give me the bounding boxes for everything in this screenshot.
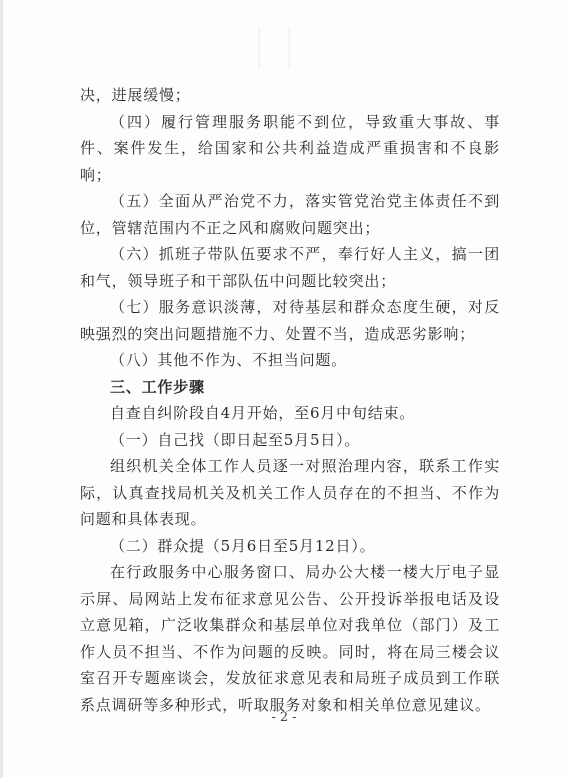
section-heading-work-steps: 三、工作步骤 [110, 377, 205, 396]
paragraph-step-1-title: （一）自己找（即日起至5月5日）。 [110, 430, 361, 449]
paragraph-step-2-body: 在行政服务中心服务窗口、局办公大楼一楼大厅电子显示屏、局网站上发布征求意见公告、公开投诉举报电话及设立意见箱，广泛收集群众和基层单位对我单位（部门）及工作人员不担当、不作为问题的反映。同时，将在局三楼会议室召开专题座谈会，发放征求意见表和局班子成员到工作联系点调研等多种形式，听取服务对象和相关单位意见建议。 [80, 563, 500, 714]
paragraph-item-4: （四）履行管理服务职能不到位，导致重大事故、事件、案件发生，给国家和公共利益造成严重损害和不良影响； [80, 112, 500, 184]
paragraph-item-6: （六）抓班子带队伍要求不严，奉行好人主义，搞一团和气，领导班子和干部队伍中问题比较突出； [80, 245, 500, 290]
paragraph-step-1-body: 组织机关全体工作人员逐一对照治理内容，联系工作实际，认真查找局机关及机关工作人员存在的不担当、不作为问题和具体表现。 [80, 457, 500, 528]
paragraph-item-8: （八）其他不作为、不担当问题。 [110, 351, 348, 369]
page-edge-shadow [0, 0, 3, 778]
paragraph-continuation: 决，进展缓慢； [80, 86, 191, 104]
page-number: - 2 - [271, 710, 297, 725]
paragraph-step-2-title: （二）群众提（5月6日至5月12日）。 [110, 536, 376, 555]
faint-show-through-mark [258, 28, 290, 68]
document-body [80, 82, 500, 718]
paragraph-item-5: （五）全面从严治党不力，落实管党治党主体责任不到位，管辖范围内不正之风和腐败问题突出； [80, 192, 500, 237]
paragraph-self-check-period: 自查自纠阶段自4月开始，至6月中旬结束。 [110, 404, 416, 422]
paragraph-item-7: （七）服务意识淡薄，对待基层和群众态度生硬，对反映强烈的突出问题措施不力、处置不当，造成恶劣影响； [80, 298, 500, 343]
